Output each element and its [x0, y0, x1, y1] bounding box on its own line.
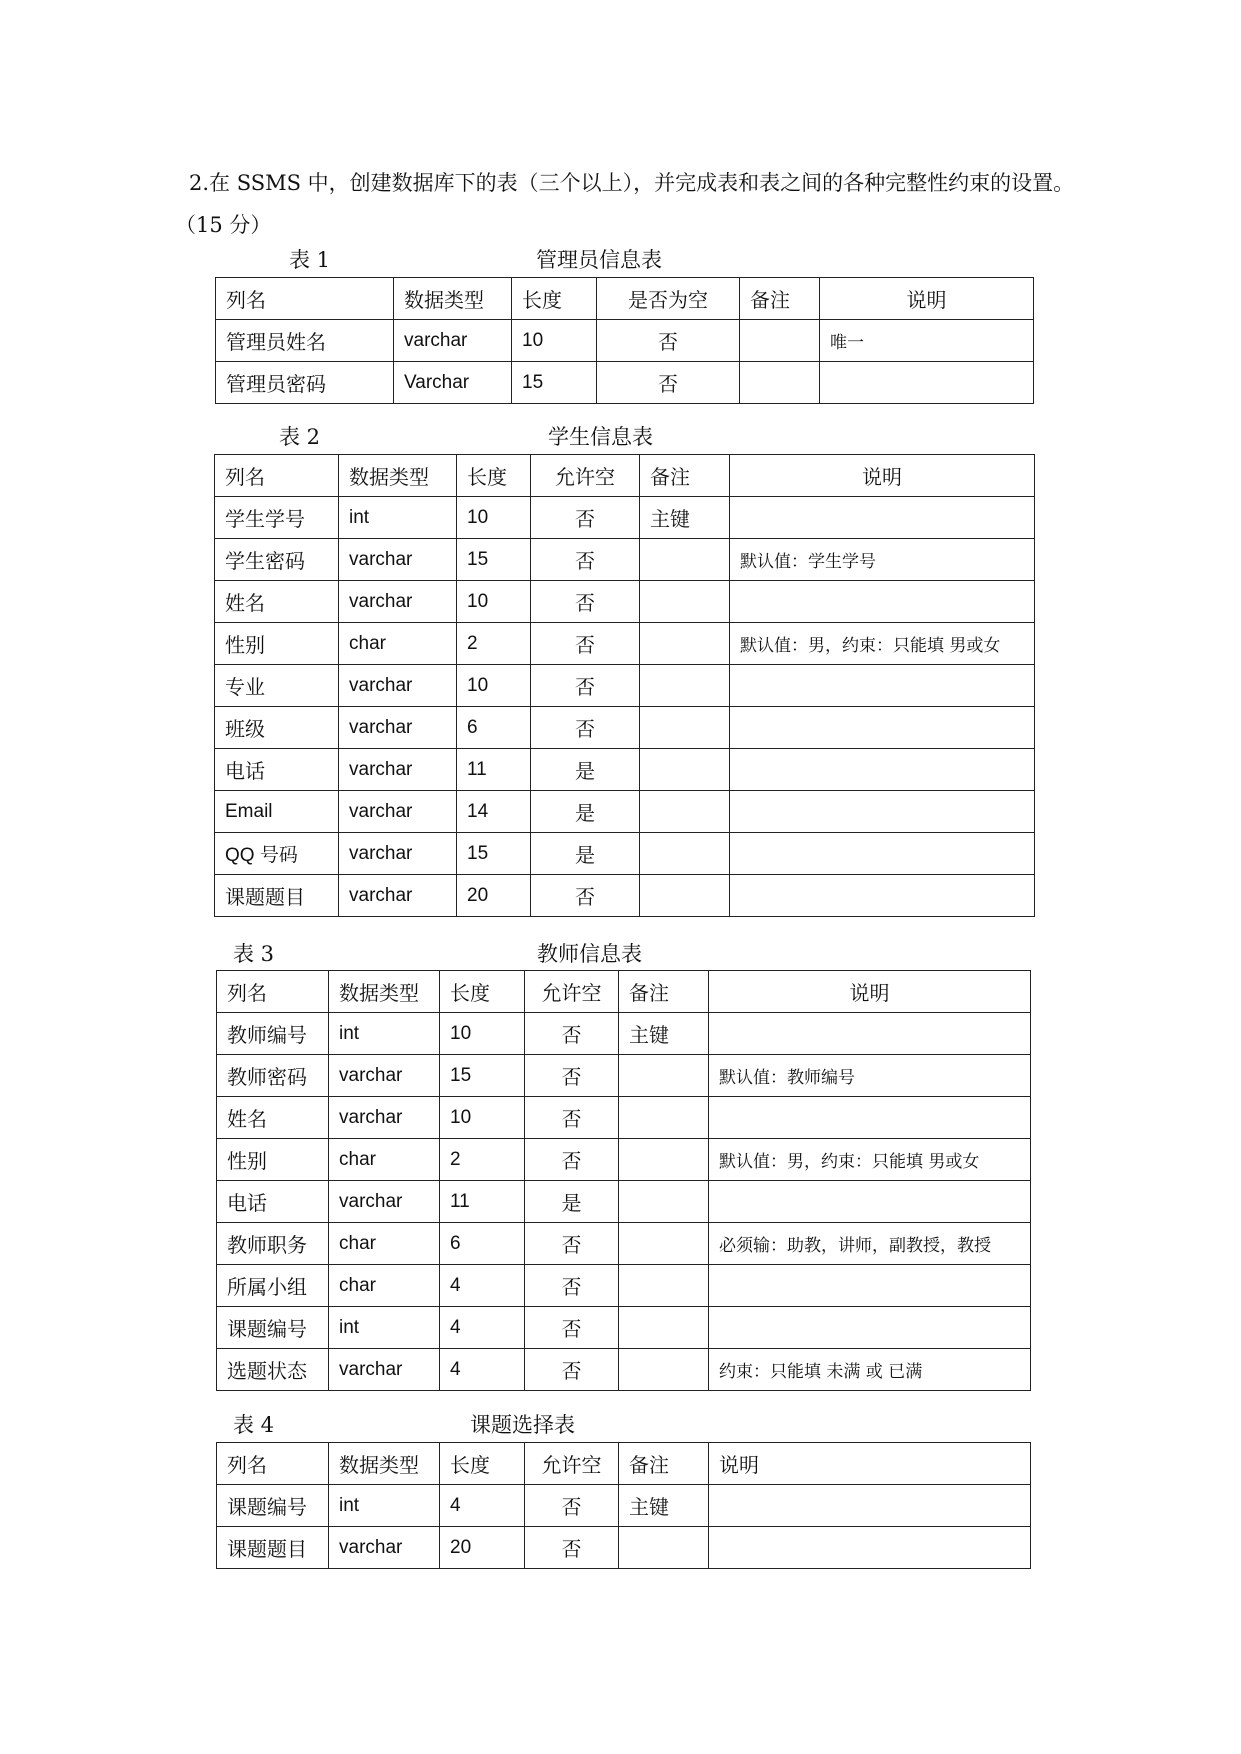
- data-type-header: 数据类型: [329, 1443, 440, 1485]
- table-1-caption: [0, 245, 1241, 275]
- cell-description: [820, 362, 1034, 404]
- cell-remark: [740, 362, 820, 404]
- cell-length: 10: [512, 320, 597, 362]
- cell-description: 必须输：助教，讲师，副教授，教授: [709, 1223, 1031, 1265]
- cell-nullable: 是: [525, 1181, 619, 1223]
- table-row: [217, 1349, 1031, 1391]
- cell-nullable: 是: [531, 749, 640, 791]
- cell-column-name: 专业: [215, 665, 339, 707]
- cell-description: 默认值：男，约束：只能填 男或女: [730, 623, 1035, 665]
- cell-column-name: 选题状态: [217, 1349, 329, 1391]
- cell-length: 4: [440, 1265, 525, 1307]
- remark-header: 备注: [619, 1443, 709, 1485]
- cell-length: 15: [512, 362, 597, 404]
- cell-data-type: char: [329, 1265, 440, 1307]
- table-row: [216, 362, 1034, 404]
- cell-data-type: varchar: [339, 539, 457, 581]
- table-2-caption: [0, 422, 1241, 452]
- cell-column-name: QQ 号码: [215, 833, 339, 875]
- cell-column-name: 电话: [215, 749, 339, 791]
- cell-data-type: varchar: [339, 875, 457, 917]
- cell-column-name: 电话: [217, 1181, 329, 1223]
- table-row: [217, 1265, 1031, 1307]
- cell-description: 约束：只能填 未满 或 已满: [709, 1349, 1031, 1391]
- cell-nullable: 否: [597, 320, 740, 362]
- cell-remark: [619, 1265, 709, 1307]
- cell-column-name: 教师编号: [217, 1013, 329, 1055]
- cell-column-name: 课题编号: [217, 1485, 329, 1527]
- length-header: 长度: [440, 971, 525, 1013]
- cell-remark: [640, 707, 730, 749]
- table-row: [217, 1527, 1031, 1569]
- table-row: [217, 1013, 1031, 1055]
- table-row: [215, 833, 1035, 875]
- table-header-row: [217, 971, 1031, 1013]
- remark-header: 备注: [619, 971, 709, 1013]
- table-2-label: 表 2: [279, 425, 321, 449]
- cell-nullable: 否: [525, 1527, 619, 1569]
- cell-column-name: 课题编号: [217, 1307, 329, 1349]
- table-1: [215, 277, 1034, 404]
- description-header: 说明: [730, 455, 1035, 497]
- cell-data-type: char: [339, 623, 457, 665]
- cell-remark: [619, 1097, 709, 1139]
- cell-remark: [619, 1307, 709, 1349]
- cell-description: 默认值：男，约束：只能填 男或女: [709, 1139, 1031, 1181]
- table-header-row: [217, 1443, 1031, 1485]
- cell-length: 10: [457, 497, 531, 539]
- cell-data-type: varchar: [339, 833, 457, 875]
- table-3: [216, 970, 1031, 1391]
- cell-nullable: 否: [525, 1485, 619, 1527]
- table-row: [217, 1485, 1031, 1527]
- table-row: [217, 1097, 1031, 1139]
- cell-description: [730, 749, 1035, 791]
- cell-description: [730, 497, 1035, 539]
- cell-column-name: 管理员密码: [216, 362, 394, 404]
- cell-remark: 主键: [640, 497, 730, 539]
- cell-remark: [640, 833, 730, 875]
- cell-data-type: char: [329, 1139, 440, 1181]
- question-line-2: （15 分）: [175, 213, 272, 237]
- table-row: [217, 1223, 1031, 1265]
- table-row: [215, 665, 1035, 707]
- question-text: [175, 162, 1089, 246]
- table-row: [215, 875, 1035, 917]
- cell-length: 15: [440, 1055, 525, 1097]
- length-header: 长度: [440, 1443, 525, 1485]
- table-header-row: [216, 278, 1034, 320]
- table-row: [215, 497, 1035, 539]
- data-type-header: 数据类型: [394, 278, 512, 320]
- description-header: 说明: [820, 278, 1034, 320]
- cell-length: 11: [457, 749, 531, 791]
- description-header: 说明: [709, 971, 1031, 1013]
- length-header: 长度: [457, 455, 531, 497]
- col-name-header: 列名: [215, 455, 339, 497]
- cell-description: [730, 707, 1035, 749]
- data-type-header: 数据类型: [329, 971, 440, 1013]
- cell-column-name: 所属小组: [217, 1265, 329, 1307]
- cell-data-type: int: [329, 1485, 440, 1527]
- cell-nullable: 否: [531, 875, 640, 917]
- cell-remark: [619, 1139, 709, 1181]
- data-type-header: 数据类型: [339, 455, 457, 497]
- cell-remark: [619, 1349, 709, 1391]
- cell-nullable: 否: [531, 581, 640, 623]
- cell-nullable: 否: [531, 539, 640, 581]
- table-4-label: 表 4: [233, 1413, 275, 1437]
- cell-column-name: 课题题目: [217, 1527, 329, 1569]
- table-3-label: 表 3: [233, 942, 275, 966]
- cell-column-name: 性别: [217, 1139, 329, 1181]
- cell-length: 10: [457, 581, 531, 623]
- cell-nullable: 否: [525, 1349, 619, 1391]
- cell-remark: [619, 1181, 709, 1223]
- table-4: [216, 1442, 1031, 1569]
- cell-description: 默认值：教师编号: [709, 1055, 1031, 1097]
- cell-remark: [640, 581, 730, 623]
- cell-length: 10: [440, 1013, 525, 1055]
- table-row: [217, 1307, 1031, 1349]
- length-header: 长度: [512, 278, 597, 320]
- cell-description: [709, 1527, 1031, 1569]
- cell-length: 2: [440, 1139, 525, 1181]
- cell-nullable: 否: [525, 1307, 619, 1349]
- cell-nullable: 否: [525, 1223, 619, 1265]
- table-row: [217, 1139, 1031, 1181]
- table-3-title: 教师信息表: [537, 942, 642, 966]
- cell-data-type: varchar: [394, 320, 512, 362]
- table-row: [215, 791, 1035, 833]
- cell-length: 20: [440, 1527, 525, 1569]
- table-row: [215, 581, 1035, 623]
- cell-column-name: 姓名: [217, 1097, 329, 1139]
- cell-data-type: varchar: [339, 581, 457, 623]
- cell-length: 10: [440, 1097, 525, 1139]
- cell-column-name: 学生学号: [215, 497, 339, 539]
- cell-nullable: 否: [531, 497, 640, 539]
- cell-column-name: 学生密码: [215, 539, 339, 581]
- cell-length: 14: [457, 791, 531, 833]
- cell-remark: [740, 320, 820, 362]
- cell-nullable: 否: [531, 665, 640, 707]
- cell-length: 4: [440, 1349, 525, 1391]
- remark-header: 备注: [740, 278, 820, 320]
- cell-length: 15: [457, 539, 531, 581]
- col-name-header: 列名: [216, 278, 394, 320]
- cell-description: [730, 875, 1035, 917]
- remark-header: 备注: [640, 455, 730, 497]
- question-line-1: 2.在 SSMS 中，创建数据库下的表（三个以上），并完成表和表之间的各种完整性约束的设置。: [189, 171, 1075, 195]
- cell-description: [730, 791, 1035, 833]
- nullable-header: 允许空: [525, 971, 619, 1013]
- nullable-header: 允许空: [531, 455, 640, 497]
- table-row: [215, 623, 1035, 665]
- table-row: [217, 1181, 1031, 1223]
- cell-length: 6: [440, 1223, 525, 1265]
- cell-remark: [640, 791, 730, 833]
- cell-column-name: 班级: [215, 707, 339, 749]
- col-name-header: 列名: [217, 971, 329, 1013]
- cell-remark: [640, 749, 730, 791]
- table-3-caption: [0, 939, 1241, 969]
- cell-nullable: 否: [525, 1013, 619, 1055]
- cell-description: 默认值：学生学号: [730, 539, 1035, 581]
- cell-data-type: Varchar: [394, 362, 512, 404]
- cell-remark: [640, 623, 730, 665]
- cell-length: 15: [457, 833, 531, 875]
- cell-remark: [619, 1223, 709, 1265]
- cell-length: 6: [457, 707, 531, 749]
- cell-column-name: 教师密码: [217, 1055, 329, 1097]
- nullable-header: 是否为空: [597, 278, 740, 320]
- cell-length: 4: [440, 1485, 525, 1527]
- cell-data-type: varchar: [329, 1527, 440, 1569]
- cell-remark: [640, 875, 730, 917]
- table-4-title: 课题选择表: [470, 1413, 575, 1437]
- table-row: [217, 1055, 1031, 1097]
- cell-nullable: 是: [531, 791, 640, 833]
- cell-length: 2: [457, 623, 531, 665]
- cell-data-type: int: [329, 1013, 440, 1055]
- cell-description: [730, 665, 1035, 707]
- cell-description: [709, 1181, 1031, 1223]
- cell-description: [730, 581, 1035, 623]
- table-2: [214, 454, 1035, 917]
- cell-nullable: 否: [597, 362, 740, 404]
- cell-data-type: varchar: [339, 707, 457, 749]
- cell-nullable: 否: [525, 1055, 619, 1097]
- cell-data-type: varchar: [329, 1055, 440, 1097]
- table-header-row: [215, 455, 1035, 497]
- cell-nullable: 否: [531, 623, 640, 665]
- cell-remark: 主键: [619, 1485, 709, 1527]
- table-row: [215, 539, 1035, 581]
- cell-data-type: varchar: [329, 1349, 440, 1391]
- cell-nullable: 否: [531, 707, 640, 749]
- table-2-title: 学生信息表: [548, 425, 653, 449]
- table-row: [216, 320, 1034, 362]
- cell-data-type: int: [329, 1307, 440, 1349]
- table-1-label: 表 1: [289, 248, 331, 272]
- cell-description: [730, 833, 1035, 875]
- cell-data-type: varchar: [339, 791, 457, 833]
- table-4-caption: [0, 1410, 1241, 1440]
- cell-nullable: 否: [525, 1139, 619, 1181]
- cell-column-name: 姓名: [215, 581, 339, 623]
- cell-column-name: Email: [215, 791, 339, 833]
- cell-length: 11: [440, 1181, 525, 1223]
- cell-nullable: 否: [525, 1265, 619, 1307]
- cell-length: 20: [457, 875, 531, 917]
- cell-description: [709, 1307, 1031, 1349]
- cell-remark: [640, 665, 730, 707]
- cell-remark: [619, 1527, 709, 1569]
- cell-data-type: varchar: [329, 1097, 440, 1139]
- cell-length: 10: [457, 665, 531, 707]
- cell-data-type: char: [329, 1223, 440, 1265]
- cell-nullable: 否: [525, 1097, 619, 1139]
- cell-remark: [640, 539, 730, 581]
- cell-length: 4: [440, 1307, 525, 1349]
- cell-description: [709, 1265, 1031, 1307]
- cell-data-type: int: [339, 497, 457, 539]
- table-1-title: 管理员信息表: [536, 248, 662, 272]
- cell-remark: [619, 1055, 709, 1097]
- table-row: [215, 707, 1035, 749]
- cell-nullable: 是: [531, 833, 640, 875]
- cell-column-name: 教师职务: [217, 1223, 329, 1265]
- cell-description: [709, 1097, 1031, 1139]
- table-row: [215, 749, 1035, 791]
- cell-column-name: 管理员姓名: [216, 320, 394, 362]
- nullable-header: 允许空: [525, 1443, 619, 1485]
- cell-data-type: varchar: [339, 665, 457, 707]
- cell-column-name: 课题题目: [215, 875, 339, 917]
- cell-data-type: varchar: [339, 749, 457, 791]
- col-name-header: 列名: [217, 1443, 329, 1485]
- cell-description: [709, 1485, 1031, 1527]
- cell-description: 唯一: [820, 320, 1034, 362]
- cell-description: [709, 1013, 1031, 1055]
- cell-data-type: varchar: [329, 1181, 440, 1223]
- cell-remark: 主键: [619, 1013, 709, 1055]
- description-header: 说明: [709, 1443, 1031, 1485]
- cell-column-name: 性别: [215, 623, 339, 665]
